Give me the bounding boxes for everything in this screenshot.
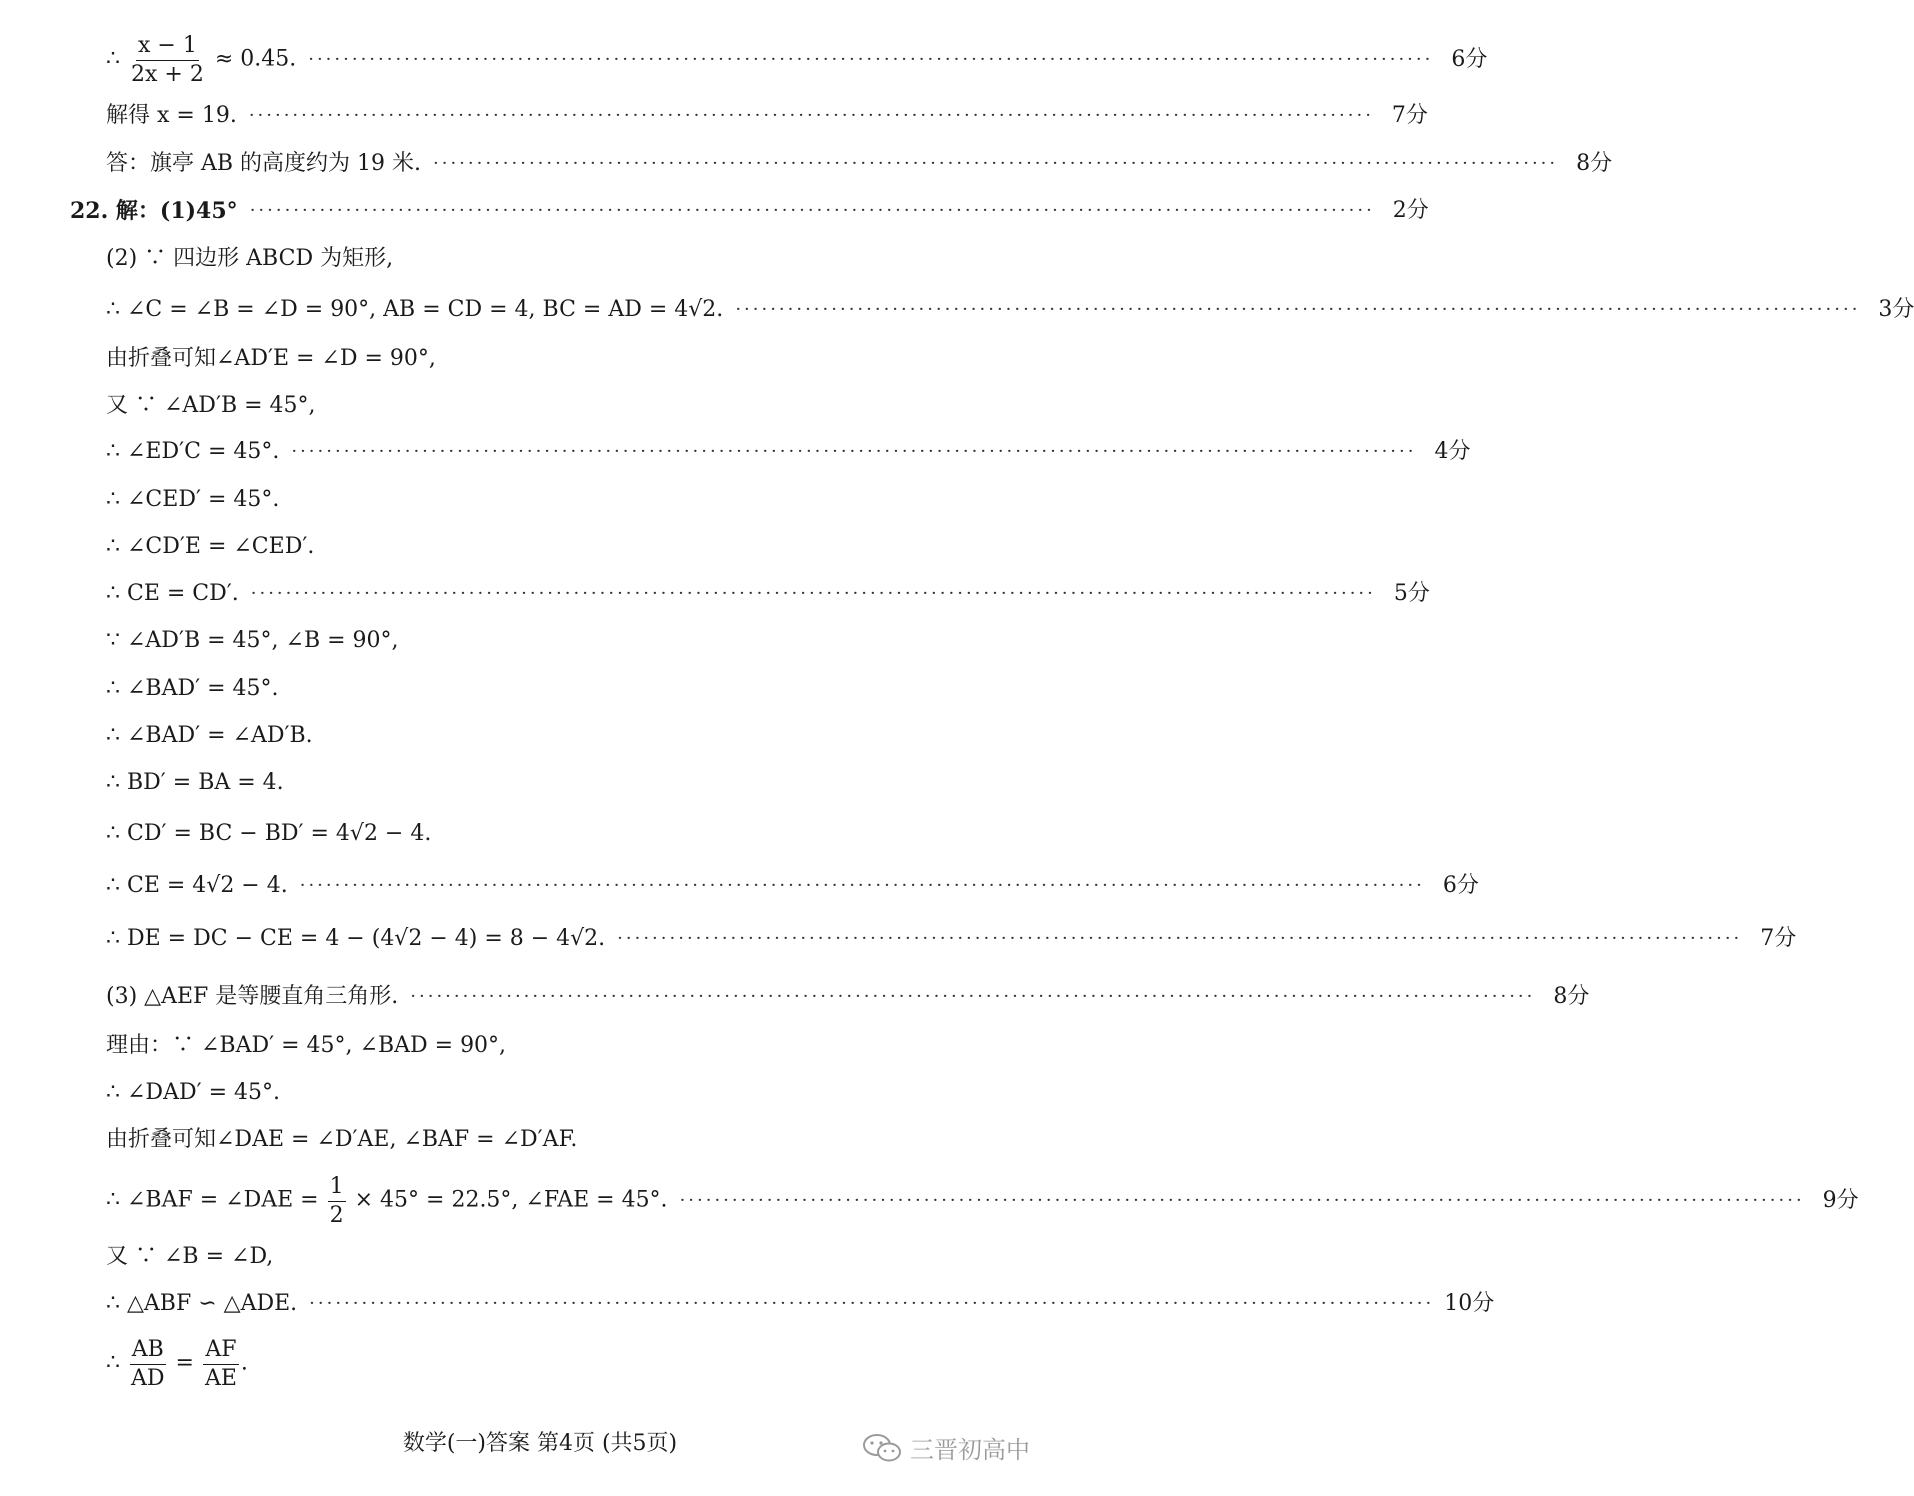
leader-dots: ································································································································· xyxy=(679,1190,1805,1212)
score-label: 10分 xyxy=(1444,1291,1495,1316)
line-content: ∴ $\frac{AB}{AD}$ = $\frac{AF}{AE}$ . xyxy=(106,1337,248,1391)
wechat-icon xyxy=(862,1433,902,1463)
solution-line: 又 ∵ ∠AD′B = 45°, xyxy=(106,393,316,418)
leader-dots: ································································································································· xyxy=(299,875,1425,897)
solution-line: 由折叠可知∠AD′E = ∠D = 90°, xyxy=(106,346,436,371)
score-label: 9分 xyxy=(1822,1187,1859,1213)
score-label: 4分 xyxy=(1434,439,1471,464)
leader-dots: ································································································································· xyxy=(291,441,1417,463)
score-label: 6分 xyxy=(1442,873,1479,898)
solution-line: ∵ ∠AD′B = 45°, ∠B = 90°, xyxy=(106,628,399,653)
score-label: 8分 xyxy=(1576,151,1613,176)
solution-line: ∴ CE = CD′. ································································································································· 5分 xyxy=(106,581,1430,606)
solution-line xyxy=(106,1336,974,1392)
leader-dots: ································································································································· xyxy=(248,105,1374,127)
question-heading-line: 22. 解：(1)45° ································································································································· 2分 xyxy=(70,198,1429,224)
solution-line xyxy=(106,33,1488,87)
score-label: 5分 xyxy=(1393,581,1430,606)
fraction: $\frac{AF}{AE}$ xyxy=(204,1337,237,1391)
solution-line: ∴ DE = DC − CE = 4 − (4√2 − 4) = 8 − 4√2. ································································································································· 7分 xyxy=(106,926,1797,951)
solution-line: (2) ∵ 四边形 ABCD 为矩形, xyxy=(106,246,394,271)
solution-line: 解得 x = 19. ································································································································· 7分 xyxy=(106,103,1428,128)
leader-dots: ································································································································· xyxy=(617,928,1743,950)
leader-dots: ································································································································· xyxy=(410,986,1536,1008)
solution-line: ∴ CE = 4√2 − 4. ································································································································· 6分 xyxy=(106,873,1479,898)
fraction: $\frac{x - 1}{2x + 2}$ xyxy=(131,33,204,87)
solution-line xyxy=(106,1174,1859,1228)
leader-dots: ································································································································· xyxy=(308,49,1434,71)
fraction: $\frac{1}{2}$ xyxy=(329,1174,344,1228)
leader-dots: ································································································································· xyxy=(309,1293,1435,1315)
solution-line: ∴ BD′ = BA = 4. xyxy=(106,770,284,795)
score-label: 2分 xyxy=(1392,198,1429,223)
watermark-text: 三晋初高中 xyxy=(910,1436,1030,1464)
leader-dots: ································································································································· xyxy=(735,299,1861,321)
solution-line: ∴ △ABF ∽ △ADE. ································································································································· 10分 xyxy=(106,1291,1495,1316)
score-label: 8分 xyxy=(1553,984,1590,1009)
score-label: 7分 xyxy=(1760,926,1797,951)
score-label: 6分 xyxy=(1451,46,1488,72)
solution-line: ∴ ∠ED′C = 45°. ································································································································· 4分 xyxy=(106,439,1471,464)
solution-line: ∴ ∠CED′ = 45°. xyxy=(106,487,280,512)
watermark xyxy=(862,1430,1030,1465)
solution-line: 理由：∵ ∠BAD′ = 45°, ∠BAD = 90°, xyxy=(106,1033,507,1058)
solution-line: ∴ ∠CD′E = ∠CED′. xyxy=(106,534,315,559)
solution-line: ∴ ∠DAD′ = 45°. xyxy=(106,1080,280,1105)
solution-line: ∴ ∠BAD′ = 45°. xyxy=(106,676,279,701)
line-content: ∴ $\frac{x - 1}{2x + 2}$ ≈ 0.45. xyxy=(106,33,297,87)
leader-dots: ································································································································· xyxy=(249,200,1375,222)
leader-dots: ································································································································· xyxy=(250,583,1376,605)
solution-line: 由折叠可知∠DAE = ∠D′AE, ∠BAF = ∠D′AF. xyxy=(106,1127,578,1152)
page-footer: 数学(一)答案 第4页 (共5页) xyxy=(402,1431,678,1456)
score-label: 3分 xyxy=(1878,297,1914,322)
solution-line: ∴ ∠BAD′ = ∠AD′B. xyxy=(106,723,313,748)
score-label: 7分 xyxy=(1391,103,1428,128)
solution-line: (3) △AEF 是等腰直角三角形. ································································································································· 8分 xyxy=(106,984,1590,1009)
solution-line: 又 ∵ ∠B = ∠D, xyxy=(106,1244,274,1269)
line-content: ∴ ∠BAF = ∠DAE = $\frac{1}{2}$ × 45° = 22.5°, ∠FAE = 45°. xyxy=(106,1174,668,1228)
solution-line: ∴ ∠C = ∠B = ∠D = 90°, AB = CD = 4, BC = AD = 4√2. ································································································································· 3分 xyxy=(106,297,1914,322)
fraction: $\frac{AB}{AD}$ xyxy=(131,1337,165,1391)
solution-line: 答：旗亭 AB 的高度约为 19 米. ································································································································· 8分 xyxy=(106,151,1613,176)
leader-dots: ································································································································· xyxy=(433,153,1559,175)
solution-line: ∴ CD′ = BC − BD′ = 4√2 − 4. xyxy=(106,821,432,846)
